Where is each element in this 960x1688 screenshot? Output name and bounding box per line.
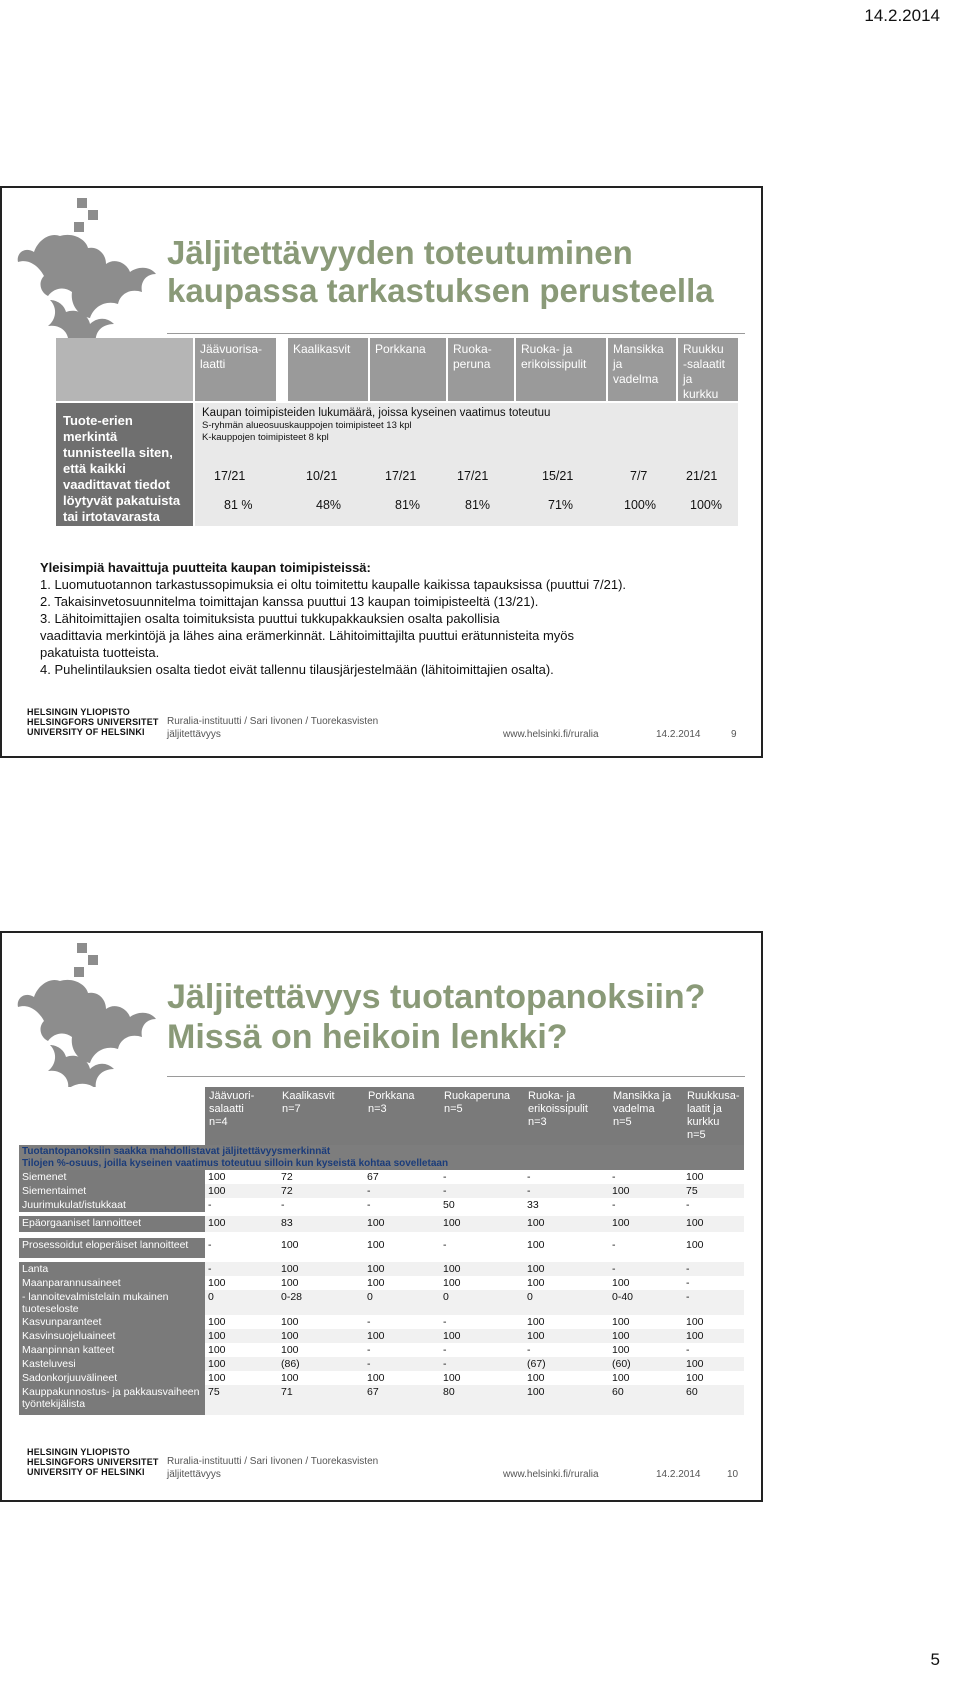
row-label: Lanta <box>19 1262 205 1276</box>
column-header: Ruokaperuna n=5 <box>440 1087 524 1145</box>
logo-line: UNIVERSITY OF HELSINKI <box>27 727 145 737</box>
column-header: Ruukkusa- laatit ja kurkku n=5 <box>683 1087 744 1145</box>
note-item: 4. Puhelintilauksien osalta tiedot eivät tallennu tilausjärjestelmään (lähitoimittajien osalta). <box>40 662 554 677</box>
table-cell: (86) <box>281 1358 300 1370</box>
table-row <box>19 1343 744 1357</box>
count-value: 17/21 <box>214 469 246 483</box>
footer-url: www.helsinki.fi/ruralia <box>503 1469 599 1480</box>
table-cell: 100 <box>686 1316 704 1328</box>
table-cell: 100 <box>612 1330 630 1342</box>
footer-author-line: Ruralia-instituutti / Sari Iivonen / Tuorekasvisten <box>167 716 379 727</box>
slide-9 <box>0 186 763 758</box>
column-header: Ruoka- ja erikoissipulit <box>516 338 606 401</box>
note-item: 2. Takaisinvetosuunnitelma toimittajan kanssa puuttui 13 kaupan toimipisteeltä (13/21). <box>40 594 539 609</box>
table-cell: (67) <box>527 1358 546 1370</box>
table-cell: - <box>612 1239 616 1251</box>
table-cell: - <box>686 1344 690 1356</box>
slide-title <box>167 977 705 1057</box>
percent-value: 71% <box>548 498 574 512</box>
table-cell: 100 <box>527 1316 545 1328</box>
row-label: Siementaimet <box>19 1184 205 1198</box>
table-cell: 100 <box>686 1239 704 1251</box>
info-text <box>202 406 722 444</box>
table-cell: - <box>281 1199 285 1211</box>
footer-author-line: jäljitettävyys <box>167 729 221 740</box>
percent-value: 100% <box>690 498 722 512</box>
note-item: 3. Lähitoimittajien osalta toimituksista puuttui tukkupakkauksien osalta pakollisia <box>40 611 500 626</box>
table-cell: - <box>686 1291 690 1303</box>
table-corner <box>19 1087 205 1145</box>
table-cell: 100 <box>612 1277 630 1289</box>
table-cell: - <box>208 1199 212 1211</box>
info-line: Kaupan toimipisteiden lukumäärä, joissa kyseinen vaatimus toteutuu <box>202 407 551 419</box>
table-corner <box>56 338 193 401</box>
table-cell: 100 <box>367 1239 385 1251</box>
table-cell: 100 <box>686 1171 704 1183</box>
table-cell: 83 <box>281 1217 293 1229</box>
table-cell: 100 <box>281 1277 299 1289</box>
table-row <box>19 1371 744 1385</box>
row-label: Juurimukulat/istukkaat <box>19 1198 205 1212</box>
table-cell: 100 <box>281 1344 299 1356</box>
helsinki-flame-logo-icon <box>10 196 160 346</box>
column-header: Jäävuori- salaatti n=4 <box>205 1087 278 1145</box>
table-cell: - <box>527 1185 531 1197</box>
row-label: Prosessoidut eloperäiset lannoitteet <box>19 1238 205 1258</box>
table-cell: 100 <box>527 1386 545 1398</box>
column-header: Kaalikasvit n=7 <box>278 1087 364 1145</box>
table-cell: 75 <box>208 1386 220 1398</box>
page-date: 14.2.2014 <box>864 6 940 25</box>
column-header: Ruukku -salaatit ja kurkku <box>678 338 738 401</box>
table-cell: 100 <box>367 1330 385 1342</box>
table-cell: - <box>208 1239 212 1251</box>
table-cell: - <box>527 1171 531 1183</box>
table-cell: - <box>367 1185 371 1197</box>
footer-date: 14.2.2014 <box>656 1469 701 1480</box>
table-row <box>19 1290 744 1315</box>
university-logo-text <box>27 707 159 737</box>
table-cell: - <box>443 1171 447 1183</box>
title-rule <box>167 1076 745 1077</box>
count-value: 10/21 <box>306 469 338 483</box>
table-cell: 72 <box>281 1171 293 1183</box>
table-cell: 100 <box>367 1277 385 1289</box>
note-item: vaadittavia merkintöjä ja lähes aina erämerkinnät. Lähitoimittajilta puuttui erätunnisteita myös <box>40 628 575 643</box>
table-cell: 100 <box>208 1217 226 1229</box>
table-cell: 67 <box>367 1386 379 1398</box>
table-row <box>19 1184 744 1198</box>
slide-10 <box>0 931 763 1502</box>
table-cell: 100 <box>367 1372 385 1384</box>
table-cell: 100 <box>208 1372 226 1384</box>
table-cell: - <box>367 1199 371 1211</box>
table-row <box>19 1329 744 1343</box>
table-cell: 100 <box>527 1217 545 1229</box>
table-cell: 100 <box>367 1263 385 1275</box>
slide-title-line2: Missä on heikoin lenkki? <box>167 1018 568 1056</box>
table-cell: 0 <box>443 1291 449 1303</box>
percent-value: 48% <box>316 498 342 512</box>
row-label: Maanparannusaineet <box>19 1276 205 1290</box>
table-cell: 100 <box>208 1316 226 1328</box>
column-header: Mansikka ja vadelma n=5 <box>609 1087 683 1145</box>
count-value: 21/21 <box>686 469 718 483</box>
table-cell: 0-40 <box>612 1291 634 1303</box>
table-cell: 100 <box>612 1316 630 1328</box>
helsinki-flame-logo-icon <box>10 941 160 1091</box>
band-line: Tuotantopanoksiin saakka mahdollistavat jäljitettävyysmerkinnät <box>22 1146 331 1157</box>
table-row <box>19 1198 744 1212</box>
column-header: Ruoka- peruna <box>448 338 514 401</box>
table-cell: 100 <box>443 1263 461 1275</box>
count-value: 7/7 <box>630 469 648 483</box>
table-cell: - <box>612 1171 616 1183</box>
table-cell: - <box>612 1263 616 1275</box>
table-cell: 67 <box>367 1171 379 1183</box>
page-number: 5 <box>930 1650 940 1669</box>
table-cell: 100 <box>612 1372 630 1384</box>
table-cell: 60 <box>686 1386 698 1398</box>
slide-title <box>167 234 714 310</box>
row-label: - lannoitevalmistelain mukainen tuoteseloste <box>19 1290 205 1315</box>
footer-slide-number: 9 <box>731 729 737 740</box>
table-cell: 100 <box>612 1185 630 1197</box>
table-cell: 33 <box>527 1199 539 1211</box>
table-row <box>19 1276 744 1290</box>
university-logo-text <box>27 1447 159 1477</box>
table-section-band <box>19 1145 744 1170</box>
table-cell: 100 <box>208 1277 226 1289</box>
table-cell: - <box>443 1316 447 1328</box>
footer-author <box>167 1455 378 1481</box>
row-label: Tuote-erien merkintä tunnisteella siten, että kaikki vaadittavat tiedot löytyvät pakatuista tai irtotavarasta <box>56 403 193 526</box>
table-cell: - <box>443 1239 447 1251</box>
table-cell: 100 <box>686 1372 704 1384</box>
table-cell: 100 <box>208 1171 226 1183</box>
table-cell: 0 <box>367 1291 373 1303</box>
row-label: Siemenet <box>19 1170 205 1184</box>
slide-title-line1: Jäljitettävyyden toteutuminen <box>167 234 633 271</box>
logo-line: HELSINGIN YLIOPISTO <box>27 707 130 717</box>
table-cell: - <box>686 1199 690 1211</box>
table-cell: - <box>367 1316 371 1328</box>
band-line: Tilojen %-osuus, joilla kyseinen vaatimus toteutuu silloin kun kyseistä kohtaa sovelletaan <box>22 1158 449 1169</box>
footer-slide-number: 10 <box>727 1469 739 1480</box>
table-cell: 100 <box>686 1330 704 1342</box>
logo-line: HELSINGIN YLIOPISTO <box>27 1447 130 1457</box>
table-cell: 0 <box>527 1291 533 1303</box>
table-row <box>19 1262 744 1276</box>
table-cell: 100 <box>281 1239 299 1251</box>
table-cell: 0 <box>208 1291 214 1303</box>
percent-value: 100% <box>624 498 656 512</box>
table-cell: 0-28 <box>281 1291 303 1303</box>
count-value: 17/21 <box>457 469 489 483</box>
row-label: Maanpinnan katteet <box>19 1343 205 1357</box>
logo-line: HELSINGFORS UNIVERSITET <box>27 1457 159 1467</box>
logo-line: HELSINGFORS UNIVERSITET <box>27 717 159 727</box>
table-cell: 100 <box>527 1277 545 1289</box>
table-cell: 100 <box>281 1372 299 1384</box>
note-item: 1. Luomutuotannon tarkastussopimuksia ei oltu toimitettu kaupalle kaikissa tapauksissa (puuttui 7/21). <box>40 577 627 592</box>
column-header: Ruoka- ja erikoissipulit n=3 <box>524 1087 609 1145</box>
column-header: Jäävuorisa- laatti <box>195 338 276 401</box>
row-label: Epäorgaaniset lannoitteet <box>19 1216 205 1232</box>
count-value: 17/21 <box>385 469 417 483</box>
findings-notes <box>40 559 760 678</box>
table-cell: 80 <box>443 1386 455 1398</box>
table-cell: 100 <box>443 1217 461 1229</box>
table-cell: - <box>208 1263 212 1275</box>
table-cell: 100 <box>443 1330 461 1342</box>
table-cell: - <box>612 1199 616 1211</box>
row-label: Kasvinsuojeluaineet <box>19 1329 205 1343</box>
table-cell: 100 <box>443 1277 461 1289</box>
table-cell: 71 <box>281 1386 293 1398</box>
table-cell: 100 <box>612 1217 630 1229</box>
table-cell: 100 <box>686 1358 704 1370</box>
footer-author-line: Ruralia-instituutti / Sari Iivonen / Tuorekasvisten <box>167 1456 379 1467</box>
info-line: S-ryhmän alueosuuskauppojen toimipisteet 13 kpl <box>202 420 412 431</box>
table-cell: 75 <box>686 1185 698 1197</box>
table-cell: 100 <box>527 1239 545 1251</box>
column-header: Mansikka ja vadelma <box>608 338 676 401</box>
table-cell: - <box>686 1277 690 1289</box>
row-label: Kasvunparanteet <box>19 1315 205 1329</box>
table-cell: 100 <box>208 1344 226 1356</box>
table-row <box>19 1216 744 1232</box>
table-cell: 100 <box>208 1185 226 1197</box>
table-cell: 100 <box>686 1217 704 1229</box>
table-cell: 60 <box>612 1386 624 1398</box>
title-rule <box>167 333 745 334</box>
footer-date: 14.2.2014 <box>656 729 701 740</box>
table-row <box>19 1357 744 1371</box>
table-cell: 100 <box>527 1263 545 1275</box>
footer-url: www.helsinki.fi/ruralia <box>503 729 599 740</box>
table-cell: - <box>686 1263 690 1275</box>
footer-author-line: jäljitettävyys <box>167 1469 221 1480</box>
table-cell: 100 <box>281 1330 299 1342</box>
table-cell: (60) <box>612 1358 631 1370</box>
percent-value: 81 % <box>224 498 253 512</box>
table-cell: 72 <box>281 1185 293 1197</box>
table-cell: 100 <box>443 1372 461 1384</box>
slide-title-line2: kaupassa tarkastuksen perusteella <box>167 272 714 309</box>
table-row <box>19 1385 744 1415</box>
table-cell: - <box>367 1358 371 1370</box>
column-header: Porkkana <box>370 338 446 401</box>
info-line: K-kauppojen toimipisteet 8 kpl <box>202 432 329 443</box>
column-header: Porkkana n=3 <box>364 1087 440 1145</box>
row-label: Kauppakunnostus- ja pakkausvaiheen työntekijälista <box>19 1385 205 1415</box>
table-cell: 100 <box>281 1263 299 1275</box>
percent-value: 81% <box>395 498 421 512</box>
table-cell: 100 <box>367 1217 385 1229</box>
table-cell: - <box>367 1344 371 1356</box>
footer-author <box>167 715 378 741</box>
table-cell: 50 <box>443 1199 455 1211</box>
table-cell: 100 <box>527 1330 545 1342</box>
table-row <box>19 1238 744 1258</box>
table-cell: 100 <box>612 1344 630 1356</box>
column-header: Kaalikasvit <box>288 338 368 401</box>
count-value: 15/21 <box>542 469 574 483</box>
table-cell: 100 <box>527 1372 545 1384</box>
table-cell: - <box>527 1344 531 1356</box>
table-cell: 100 <box>281 1316 299 1328</box>
note-item: pakatuista tuotteista. <box>40 645 160 660</box>
table-cell: - <box>443 1344 447 1356</box>
row-label: Kasteluvesi <box>19 1357 205 1371</box>
table-row <box>19 1170 744 1184</box>
logo-line: UNIVERSITY OF HELSINKI <box>27 1467 145 1477</box>
table-cell: 100 <box>208 1330 226 1342</box>
notes-heading: Yleisimpiä havaittuja puutteita kaupan toimipisteissä: <box>40 560 371 575</box>
table-cell: 100 <box>208 1358 226 1370</box>
table-cell: - <box>443 1358 447 1370</box>
table-cell: - <box>443 1185 447 1197</box>
row-label: Sadonkorjuuvälineet <box>19 1371 205 1385</box>
table-row <box>19 1315 744 1329</box>
percent-value: 81% <box>465 498 491 512</box>
slide-title-line1: Jäljitettävyys tuotantopanoksiin? <box>167 978 706 1016</box>
